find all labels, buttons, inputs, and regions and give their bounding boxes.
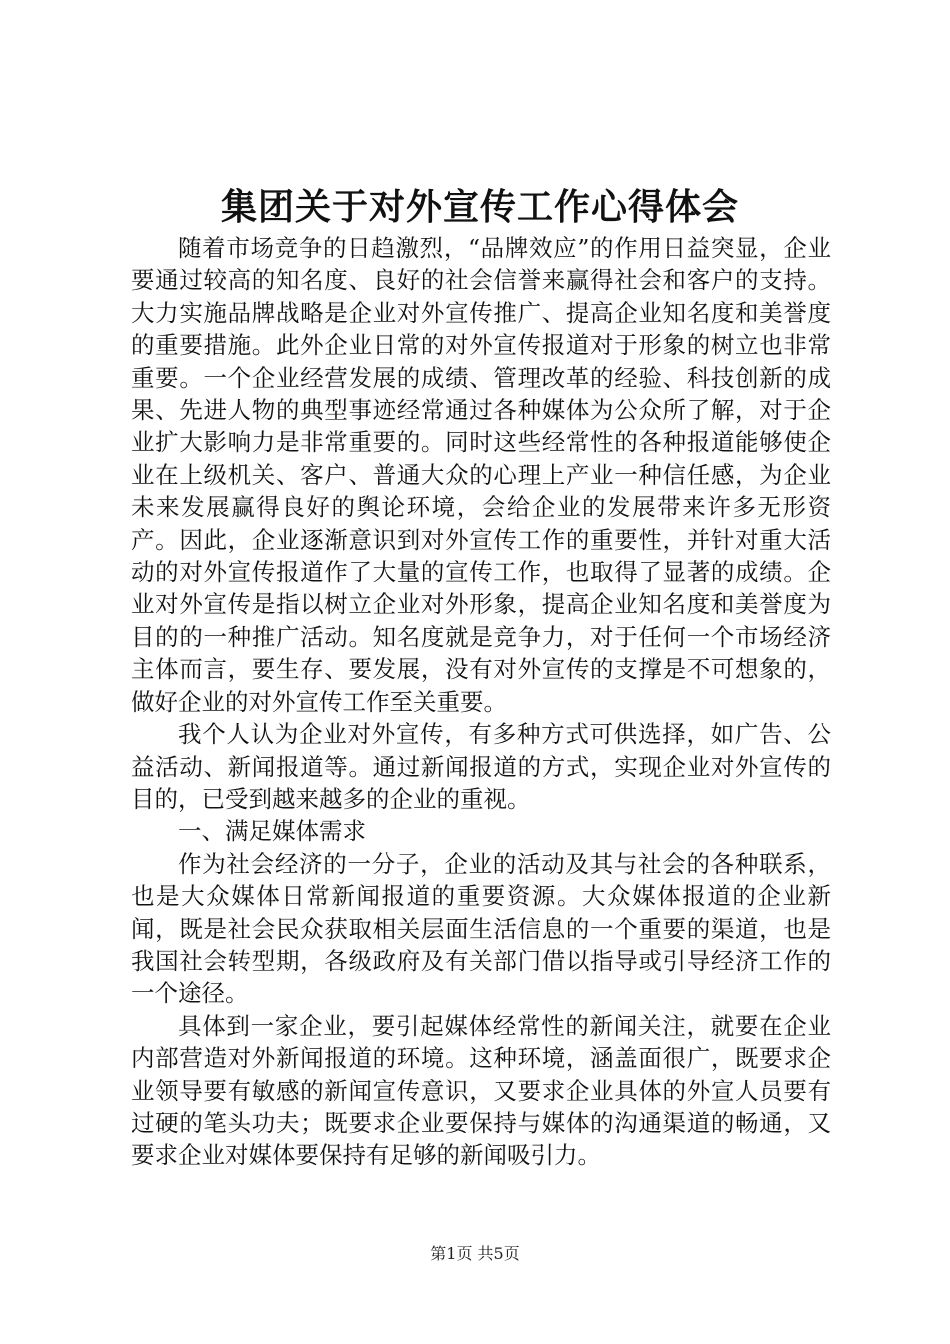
section-paragraph-1: 作为社会经济的一分子，企业的活动及其与社会的各种联系，也是大众媒体日常新闻报道的重要资源。大众媒体报道的企业新闻，既是社会民众获取相关层面生活信息的一个重要的渠道，也是我国社会转型期，各级政府及有关部门借以指导或引导经济工作的一个途径。: [131, 849, 831, 1008]
document-title: 集团关于对外宣传工作心得体会: [220, 187, 739, 228]
page-footer: 第1页 共5页: [430, 1244, 520, 1263]
section-paragraph-2: 具体到一家企业，要引起媒体经常性的新闻关注，就要在企业内部营造对外新闻报道的环境。这种环境，涵盖面很广，既要求企业领导要有敏感的新闻宣传意识，又要求企业具体的外宣人员要有过硬的笔头功夫；既要求企业要保持与媒体的沟通渠道的畅通，又要求企业对媒体要保持有足够的新闻吸引力。: [131, 1011, 831, 1170]
body-paragraph-2: 我个人认为企业对外宣传，有多种方式可供选择，如广告、公益活动、新闻报道等。通过新闻报道的方式，实现企业对外宣传的目的，已受到越来越多的企业的重视。: [131, 720, 831, 813]
section-heading: 一、满足媒体需求: [178, 817, 366, 846]
document-body: [131, 232, 831, 1172]
body-paragraph-1: 随着市场竞争的日趋激烈，“品牌效应”的作用日益突显，企业要通过较高的知名度、良好的社会信誉来赢得社会和客户的支持。大力实施品牌战略是企业对外宣传推广、提高企业知名度和美誉度的重要措施。此外企业日常的对外宣传报道对于形象的树立也非常重要。一个企业经营发展的成绩、管理改革的经验、科技创新的成果、先进人物的典型事迹经常通过各种媒体为公众所了解，对于企业扩大影响力是非常重要的。同时这些经常性的各种报道能够使企业在上级机关、客户、普通大众的心理上产业一种信任感，为企业未来发展赢得良好的舆论环境，会给企业的发展带来许多无形资产。因此，企业逐渐意识到对外宣传工作的重要性，并针对重大活动的对外宣传报道作了大量的宣传工作，也取得了显著的成绩。企业对外宣传是指以树立企业对外形象，提高企业知名度和美誉度为目的的一种推广活动。知名度就是竞争力，对于任何一个市场经济主体而言，要生存、要发展，没有对外宣传的支撑是不可想象的，做好企业的对外宣传工作至关重要。: [131, 234, 831, 716]
